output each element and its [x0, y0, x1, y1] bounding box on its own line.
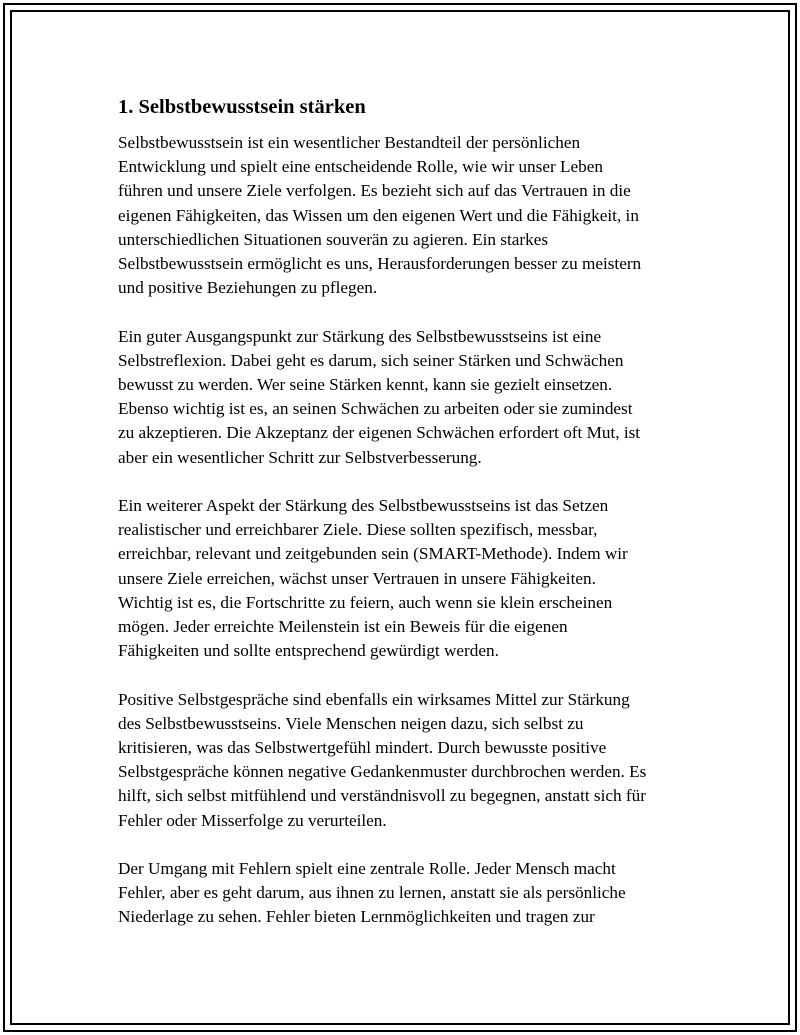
paragraph	[118, 857, 693, 930]
text-line: unsere Ziele erreichen, wächst unser Vertrauen in unsere Fähigkeiten.	[118, 568, 596, 588]
text-line: unterschiedlichen Situationen souverän zu agieren. Ein starkes	[118, 229, 549, 249]
paragraph	[118, 131, 693, 300]
text-line: aber ein wesentlicher Schritt zur Selbstverbesserung.	[118, 447, 482, 467]
text-line: Niederlage zu sehen. Fehler bieten Lernmöglichkeiten und tragen zur	[118, 907, 595, 927]
text-line: kritisieren, was das Selbstwertgefühl mindert. Durch bewusste positive	[118, 738, 607, 758]
text-line: hilft, sich selbst mitfühlend und verständnisvoll zu begegnen, anstatt sich für	[118, 786, 646, 806]
text-line: zu akzeptieren. Die Akzeptanz der eigenen Schwächen erfordert oft Mut, ist	[118, 423, 641, 443]
text-line: Selbstreflexion. Dabei geht es darum, sich seiner Stärken und Schwächen	[118, 350, 624, 370]
paragraph	[118, 688, 693, 833]
text-line: erreichbar, relevant und zeitgebunden sein (SMART-Methode). Indem wir	[118, 544, 628, 564]
text-line: Ein guter Ausgangspunkt zur Stärkung des Selbstbewusstseins ist eine	[118, 326, 602, 346]
text-line: Wichtig ist es, die Fortschritte zu feiern, auch wenn sie klein erscheinen	[118, 592, 613, 612]
text-line: Selbstbewusstsein ermöglicht es uns, Herausforderungen besser zu meistern	[118, 254, 642, 274]
text-line: bewusst zu werden. Wer seine Stärken kennt, kann sie gezielt einsetzen.	[118, 375, 613, 395]
text-line: Selbstgespräche können negative Gedankenmuster durchbrochen werden. Es	[118, 762, 647, 782]
text-line: mögen. Jeder erreichte Meilenstein ist ein Beweis für die eigenen	[118, 617, 568, 637]
text-line: Fehler oder Misserfolge zu verurteilen.	[118, 810, 387, 830]
text-line: Ein weiterer Aspekt der Stärkung des Selbstbewusstseins ist das Setzen	[118, 496, 609, 516]
text-line: eigenen Fähigkeiten, das Wissen um den eigenen Wert und die Fähigkeit, in	[118, 205, 639, 225]
text-line: und positive Beziehungen zu pflegen.	[118, 278, 378, 298]
text-line: des Selbstbewusstseins. Viele Menschen neigen dazu, sich selbst zu	[118, 713, 584, 733]
text-line: Der Umgang mit Fehlern spielt eine zentrale Rolle. Jeder Mensch macht	[118, 859, 616, 879]
text-line: Positive Selbstgespräche sind ebenfalls ein wirksames Mittel zur Stärkung	[118, 689, 630, 709]
text-line: Entwicklung und spielt eine entscheidende Rolle, wie wir unser Leben	[118, 157, 603, 177]
paragraph	[118, 494, 693, 663]
paragraph	[118, 325, 693, 470]
text-line: Selbstbewusstsein ist ein wesentlicher Bestandteil der persönlichen	[118, 133, 581, 152]
paragraph-list	[118, 131, 693, 930]
document-body	[118, 94, 693, 954]
text-line: Fehler, aber es geht darum, aus ihnen zu lernen, anstatt sie als persönliche	[118, 883, 626, 903]
text-line: Ebenso wichtig ist es, an seinen Schwächen zu arbeiten oder sie zumindest	[118, 399, 633, 419]
text-line: realistischer und erreichbarer Ziele. Diese sollten spezifisch, messbar,	[118, 520, 598, 540]
section-heading: 1. Selbstbewusstsein stärken	[118, 96, 366, 118]
text-line: Fähigkeiten und sollte entsprechend gewürdigt werden.	[118, 641, 499, 661]
text-line: führen und unsere Ziele verfolgen. Es bezieht sich auf das Vertrauen in die	[118, 181, 631, 201]
